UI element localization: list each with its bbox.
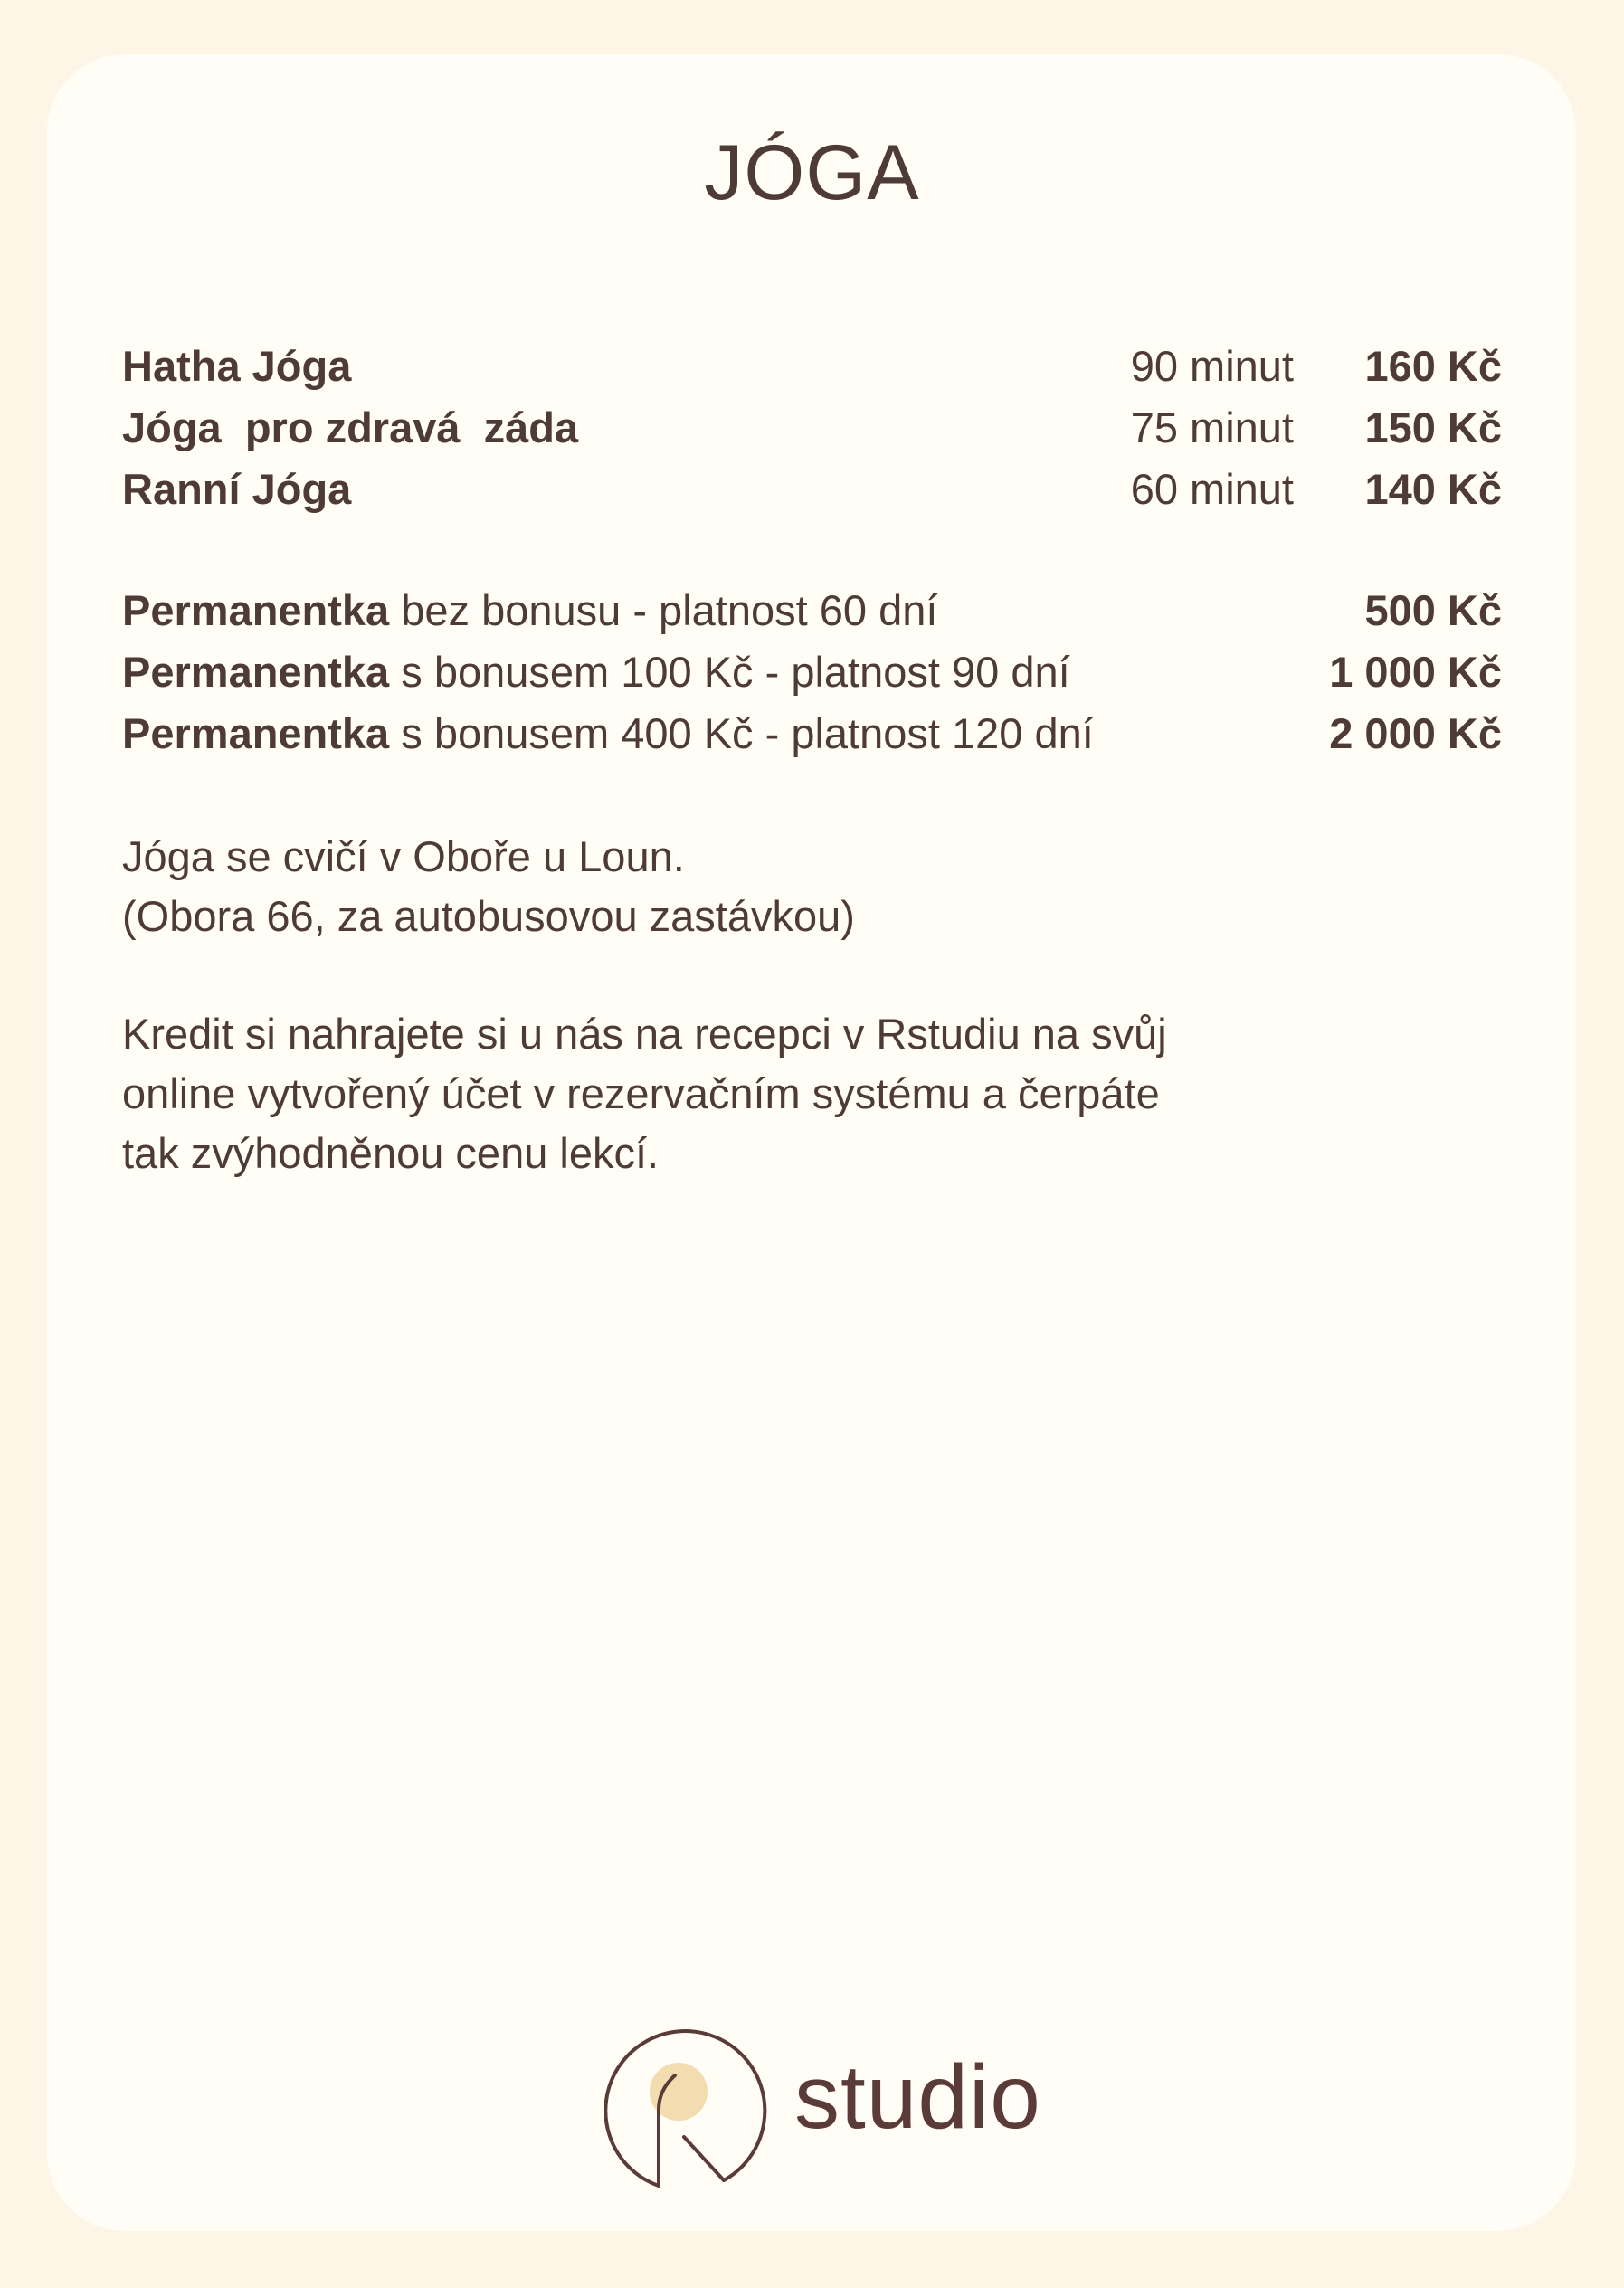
lesson-price: 150 Kč [1364, 403, 1502, 451]
lesson-name: Hatha Jóga [122, 342, 352, 390]
pass-label: Permanentka [122, 709, 390, 757]
pass-detail: s bonusem 100 Kč - platnost 90 dní [389, 648, 1070, 696]
pass-label: Permanentka [122, 648, 390, 696]
lesson-row [122, 336, 1502, 397]
lesson-row [122, 397, 1502, 459]
pass-row [122, 703, 1502, 764]
pass-row [122, 641, 1502, 703]
studio-logo [604, 2019, 1039, 2191]
credit-line: online vytvořený účet v rezervačním systému a čerpáte [122, 1069, 1160, 1117]
lesson-name: Ranní Jóga [122, 465, 352, 513]
pass-detail: s bonusem 400 Kč - platnost 120 dní [389, 709, 1094, 757]
pass-detail: bez bonusu - platnost 60 dní [389, 586, 938, 634]
credit-line: tak zvýhodněnou cenu lekcí. [122, 1129, 660, 1177]
lesson-price: 140 Kč [1364, 465, 1502, 513]
location-address: (Obora 66, za autobusovou zastávkou) [122, 892, 855, 940]
lesson-duration: 60 minut [1130, 465, 1294, 513]
lesson-duration: 75 minut [1130, 403, 1294, 451]
credit-line: Kredit si nahrajete si u nás na recepci v Rstudiu na svůj [122, 1010, 1167, 1058]
pass-row [122, 580, 1502, 641]
pass-price: 500 Kč [1364, 586, 1502, 634]
lesson-price: 160 Kč [1364, 342, 1502, 390]
location-line: Jóga se cvičí v Oboře u Loun. [122, 832, 685, 880]
r-circle-logo-icon [604, 2019, 776, 2191]
lesson-name: Jóga pro zdravá záda [122, 403, 579, 451]
pass-price: 2 000 Kč [1329, 709, 1502, 757]
logo-wordmark: studio [794, 2046, 1041, 2148]
pass-price: 1 000 Kč [1329, 648, 1502, 696]
page-title: JÓGA [704, 129, 920, 216]
credit-note [122, 1004, 1167, 1183]
lesson-row [122, 459, 1502, 520]
lesson-duration: 90 minut [1130, 342, 1294, 390]
pass-label: Permanentka [122, 586, 390, 634]
location-note [122, 827, 855, 946]
logo-leg [684, 2137, 724, 2180]
